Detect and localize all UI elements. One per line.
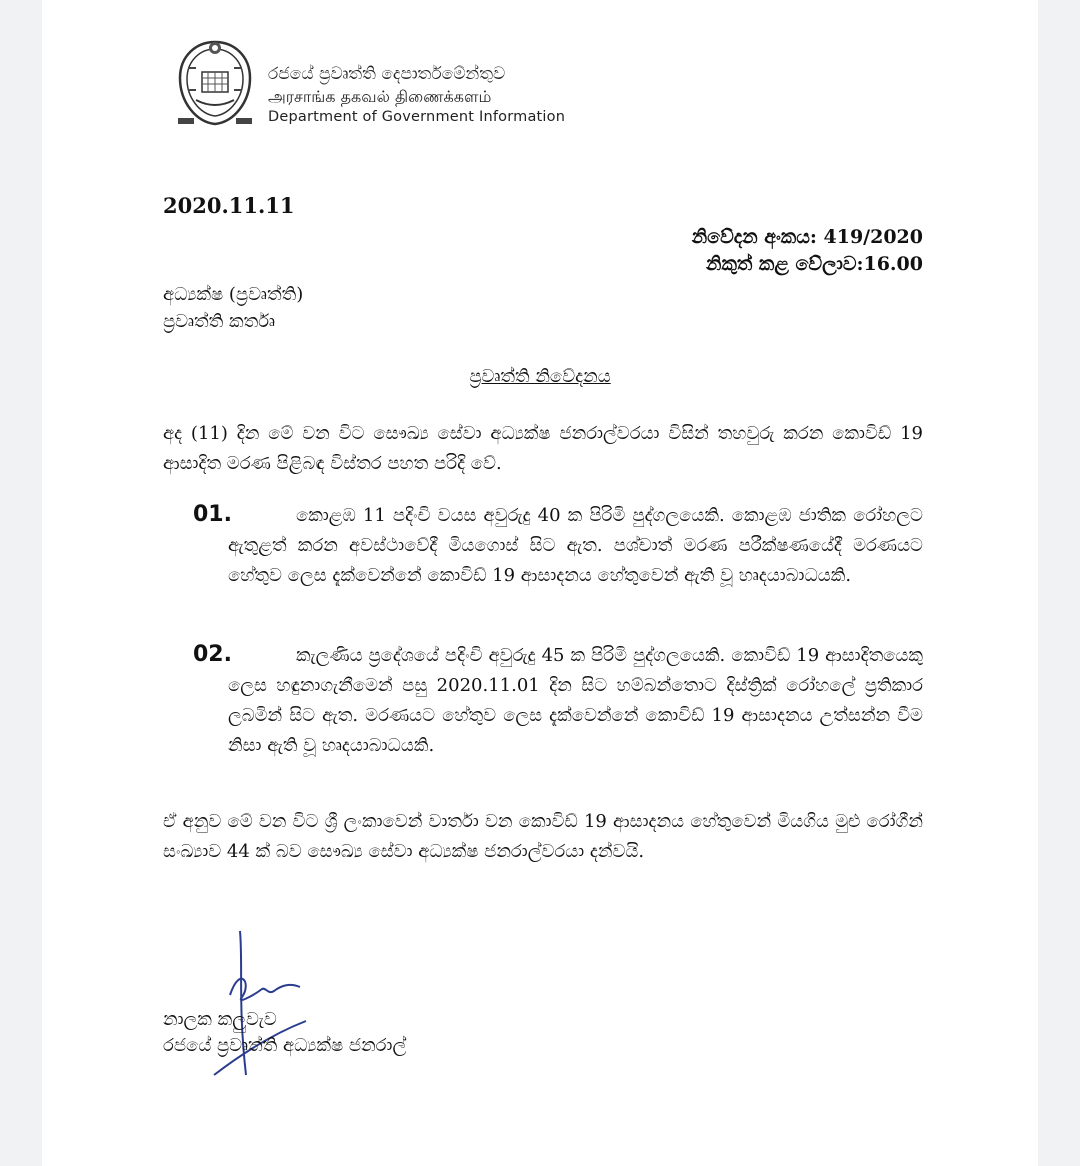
- item-text: කැලණිය ප්‍රදේශයේ පදිංචි අවුරුදු 45 ක පිරිමි පුද්ගලයෙකි. කොවිඩ් 19 ආසාදිතයෙකු ලෙස හඳුනාගැනීමෙන් පසු 2020.11.01 දින සිට හම්බන්තොට දිස්ත්‍රික් රෝහලේ ප්‍රතිකාර ලබමින් සිට ඇත. මරණයට හේතුව ලෙස දැක්වෙන්නේ කොවිඩ් 19 ආසාදනය උත්සන්න වීම නිසා ඇති වූ හෘදයාබාධයකි.: [228, 645, 923, 756]
- signatory-title: රජයේ ප්‍රවෘත්ති අධ්‍යක්ෂ ජනරාල්: [163, 1035, 407, 1056]
- document-heading: ප්‍රවෘත්ති නිවේදනය: [469, 366, 611, 387]
- closing-paragraph: ඒ අනුව මේ වන විට ශ්‍රී ලංකාවෙන් වාර්තා වන කොවිඩ් 19 ආසාදනය හේතුවෙන් මියගිය මුළු රෝගීන් සංඛ්‍යාව 44 ක් බව සෞඛ්‍ය සේවා අධ්‍යක්ෂ ජනරාල්වරයා දන්වයි.: [163, 811, 923, 862]
- letterhead-sinhala: රජයේ ප්‍රවෘත්ති දෙපාර්තමේන්තුව: [268, 64, 506, 84]
- intro-paragraph: අද (11) දින මේ වන විට සෞඛ්‍ය සේවා අධ්‍යක්ෂ ජනරාල්වරයා විසින් තහවුරු කරන කොවිඩ් 19 ආසාදිත මරණ පිළිබඳ විස්තර පහත පරිදි වේ.: [163, 423, 923, 474]
- release-time: නිකුත් කළ වේලාව:16.00: [706, 253, 923, 275]
- to-news-editor: ප්‍රවෘත්ති කර්තෘ: [163, 311, 276, 332]
- item-number: 01.: [193, 502, 232, 527]
- government-seal-icon: [174, 38, 256, 128]
- letterhead-english: Department of Government Information: [268, 109, 566, 125]
- from-director: අධ්‍යක්ෂ (ප්‍රවෘත්ති): [163, 284, 304, 305]
- letterhead-tamil: அரசாங்க தகவல் திணைக்களம்: [268, 87, 492, 106]
- item-number: 02.: [193, 642, 232, 667]
- release-number: නිවේදන අංකය: 419/2020: [691, 226, 923, 248]
- release-date: 2020.11.11: [163, 193, 295, 218]
- signature: [210, 925, 310, 1085]
- signatory-name: නාලක කලුවැව: [163, 1009, 277, 1030]
- document-page: [42, 0, 1038, 1166]
- item-text: කොළඹ 11 පදිංචි වයස අවුරුදු 40 ක පිරිමි පුද්ගලයෙකි. කොළඹ ජාතික රෝහලට ඇතුළත් කරන අවස්ථාවේදී මියගොස් සිට ඇත. පශ්චාත් මරණ පරීක්ෂණයේදී මරණයට හේතුව ලෙස දැක්වෙන්නේ කොවිඩ් 19 ආසාදනය හේතුවෙන් ඇති වූ හෘදයාබාධයකි.: [228, 505, 923, 586]
